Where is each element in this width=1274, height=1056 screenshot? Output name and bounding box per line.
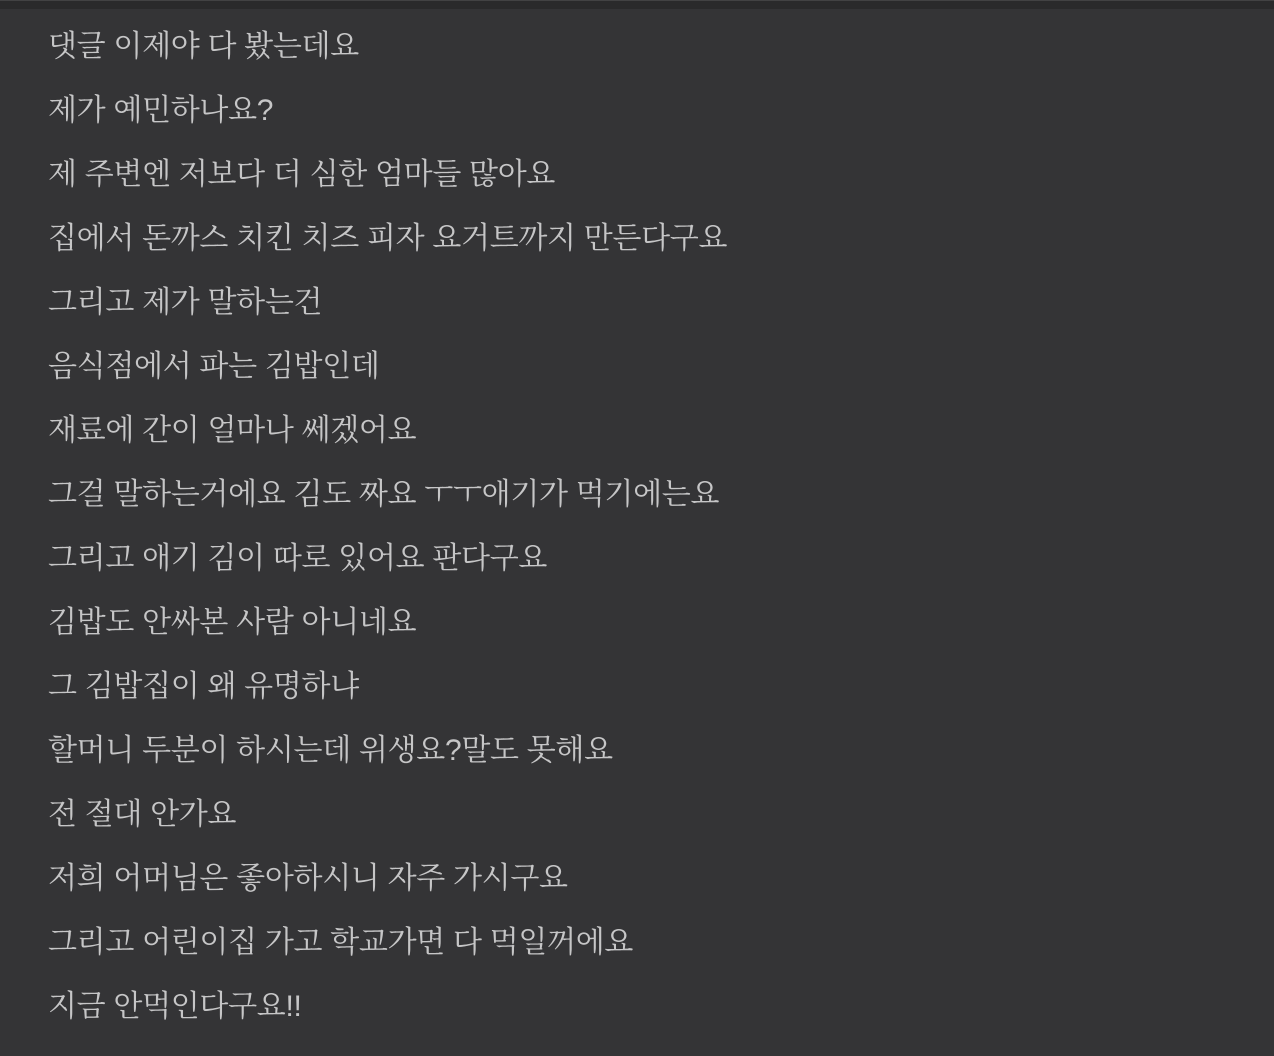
post-line: 제 주변엔 저보다 더 심한 엄마들 많아요 xyxy=(48,158,556,191)
post-line: 그리고 제가 말하는건 xyxy=(48,286,323,319)
post-line: 그걸 말하는거에요 김도 짜요 ㅜㅜ애기가 먹기에는요 xyxy=(48,478,720,511)
top-bar xyxy=(0,0,1274,9)
post-line: 그 김밥집이 왜 유명하냐 xyxy=(48,670,359,703)
post-line: 전 절대 안가요 xyxy=(48,798,237,831)
post-line: 음식점에서 파는 김밥인데 xyxy=(48,350,380,383)
post-body xyxy=(0,9,1274,1035)
post-line: 그리고 어린이집 가고 학교가면 다 먹일꺼에요 xyxy=(48,926,634,959)
post-line: 그리고 애기 김이 따로 있어요 판다구요 xyxy=(48,542,548,575)
post-line: 지금 안먹인다구요!! xyxy=(48,990,302,1023)
post-line: 저희 어머님은 좋아하시니 자주 가시구요 xyxy=(48,862,568,895)
post-line: 제가 예민하나요? xyxy=(48,94,274,127)
post-line: 할머니 두분이 하시는데 위생요?말도 못해요 xyxy=(48,734,613,767)
post-lines xyxy=(48,11,1234,1035)
post-line: 집에서 돈까스 치킨 치즈 피자 요거트까지 만든다구요 xyxy=(48,222,728,255)
post-line: 댓글 이제야 다 봤는데요 xyxy=(48,30,359,63)
post-line: 김밥도 안싸본 사람 아니네요 xyxy=(48,606,417,639)
post-line: 재료에 간이 얼마나 쎄겠어요 xyxy=(48,414,417,447)
